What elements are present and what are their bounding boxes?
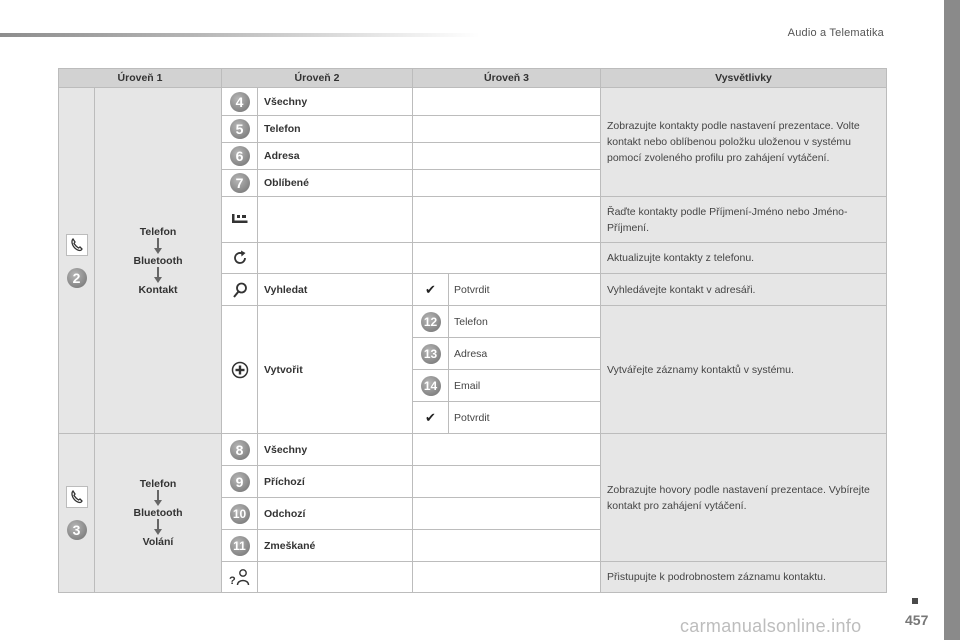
header-level-1: Úroveň 1 [59,69,222,88]
explanation-text: Řaďte kontakty podle Příjmení-Jméno nebo Jméno-Příjmení. [601,197,887,243]
option-label: Příchozí [258,466,413,498]
explanation-text: Zobrazujte hovory podle nastavení prezentace. Vybírejte kontakt pro zahájení vytáčení. [601,434,887,562]
step-badge-7: 7 [230,173,250,193]
option-label: Vytvořit [258,306,413,434]
explanation-text: Vyhledávejte kontakt v adresáři. [601,274,887,306]
step-badge-3: 3 [67,520,87,540]
option-label: Vyhledat [258,274,413,306]
option-label: Telefon [258,116,413,143]
header-rule [0,33,480,37]
page-number: 457 [905,612,929,628]
option-label: Zmeškané [258,530,413,562]
path-step: Telefon [139,478,177,490]
table-row [59,88,887,116]
explanation-text: Zobrazujte kontakty podle nastavení prezentace. Volte kontakt nebo oblíbenou položku uloženou v systému pomocí zvoleného profilu pro zahájení vytáčení. [601,88,887,197]
calls-level1-path [95,434,222,593]
table-row [59,434,887,466]
step-badge-4: 4 [230,92,250,112]
phone-icon [66,234,88,256]
phone-icon [66,486,88,508]
explanation-text: Přistupujte k podrobnostem záznamu kontaktu. [601,562,887,593]
check-icon: ✔ [425,281,436,297]
menu-table [58,68,887,593]
option-label: Oblíbené [258,170,413,197]
path-step: Bluetooth [133,507,183,519]
step-badge-2: 2 [67,268,87,288]
contacts-level1-icon-cell [59,88,95,434]
page-marker [912,598,918,604]
search-icon [231,281,249,299]
option-label: Potvrdit [449,402,601,434]
edge-tab [944,0,960,640]
header-explanations: Vysvětlivky [601,69,887,88]
contact-details-icon [229,568,251,586]
header-level-3: Úroveň 3 [413,69,601,88]
refresh-icon [231,249,249,267]
arrow-down-icon [154,519,162,536]
option-label: Telefon [449,306,601,338]
contacts-level1-path [95,88,222,434]
step-badge-13: 13 [421,344,441,364]
step-badge-9: 9 [230,472,250,492]
chapter-title: Audio a Telematika [787,27,884,39]
sort-list-icon [231,213,249,227]
check-icon: ✔ [425,409,436,425]
step-badge-12: 12 [421,312,441,332]
option-label: Adresa [258,143,413,170]
path-step: Volání [142,536,174,548]
step-badge-6: 6 [230,146,250,166]
explanation-text: Vytvářejte záznamy kontaktů v systému. [601,306,887,434]
arrow-down-icon [154,490,162,507]
step-badge-8: 8 [230,440,250,460]
option-label: Všechny [258,434,413,466]
option-label: Odchozí [258,498,413,530]
option-label: Email [449,370,601,402]
option-label: Adresa [449,338,601,370]
explanation-text: Aktualizujte kontakty z telefonu. [601,243,887,274]
arrow-down-icon [154,267,162,284]
step-badge-10: 10 [230,504,250,524]
path-step: Telefon [139,225,177,238]
step-badge-5: 5 [230,119,250,139]
calls-level1-icon-cell [59,434,95,593]
svg-text:?: ? [228,575,236,586]
watermark: carmanualsonline.info [680,616,862,636]
step-badge-11: 11 [230,536,250,556]
add-icon [231,361,249,379]
step-badge-14: 14 [421,376,441,396]
option-label: Potvrdit [449,274,601,306]
arrow-down-icon [154,238,162,255]
path-step: Kontakt [138,283,178,296]
option-label: Všechny [258,88,413,116]
header-level-2: Úroveň 2 [222,69,413,88]
table-header-row [59,69,887,88]
path-step: Bluetooth [133,254,183,267]
